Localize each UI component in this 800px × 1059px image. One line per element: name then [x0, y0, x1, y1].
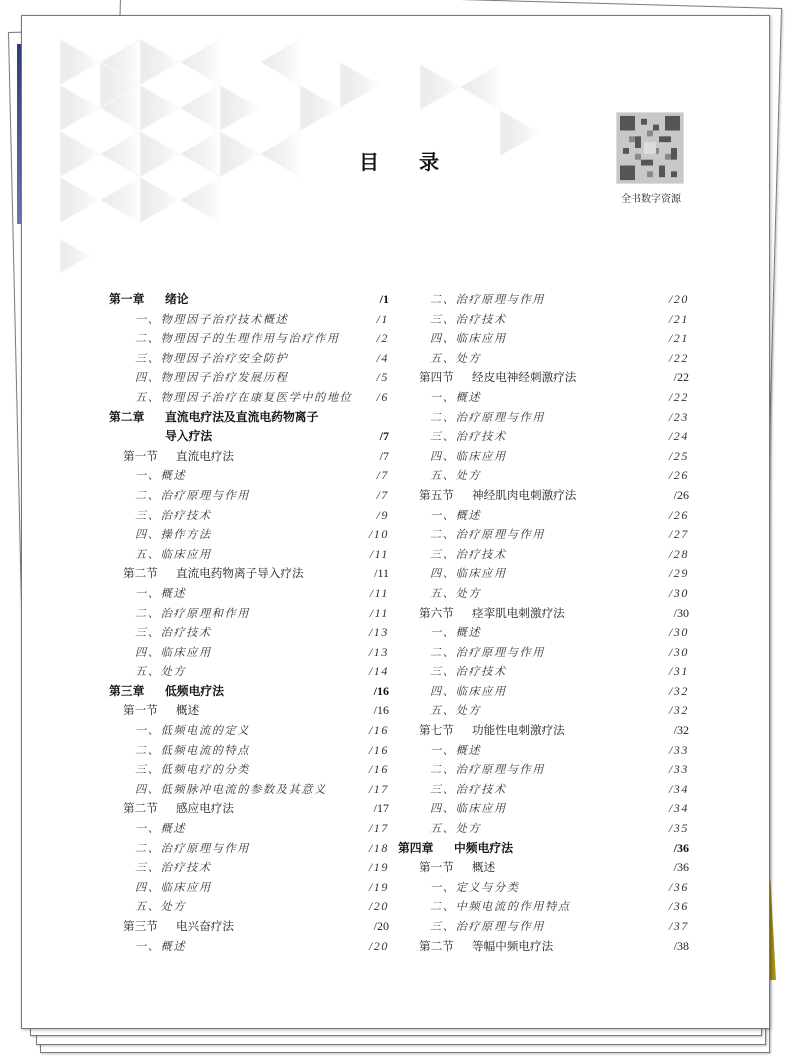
toc-entry-title: 一、概述	[135, 822, 187, 836]
toc-entry-title: 五、处方	[430, 704, 482, 718]
toc-entry-page: /10	[368, 527, 389, 542]
toc-entry-item[interactable]	[408, 545, 689, 565]
toc-entry-item[interactable]	[109, 329, 389, 349]
toc-entry-page: /7	[379, 429, 389, 444]
toc-entry-title: 二、治疗原理与作用	[135, 488, 251, 502]
toc-entry-page: /1	[379, 292, 389, 306]
toc-entry-item[interactable]	[109, 780, 389, 800]
toc-entry-item[interactable]	[408, 741, 689, 761]
toc-entry-title: 三、治疗原理与作用	[430, 920, 546, 933]
toc-entry-title: 四、临床应用	[430, 684, 507, 698]
toc-entry-item[interactable]	[109, 486, 389, 506]
toc-entry-page: /14	[368, 664, 389, 679]
toc-entry-page: /33	[668, 762, 689, 777]
toc-entry-item[interactable]	[109, 584, 389, 604]
toc-entry-title: 经皮电神经刺激疗法	[472, 370, 577, 385]
toc-entry-title: 导入疗法	[165, 429, 213, 444]
toc-entry-chapter[interactable]	[398, 839, 689, 859]
toc-entry-page: /7	[376, 487, 389, 502]
toc-entry-item[interactable]	[408, 643, 689, 663]
toc-entry-title: 五、处方	[430, 469, 482, 483]
toc-entry-page: /30	[668, 625, 689, 640]
toc-entry-page: /36	[673, 860, 689, 875]
toc-entry-title: 三、治疗技术	[135, 861, 212, 875]
toc-entry-title: 二、治疗原理与作用	[430, 410, 546, 424]
toc-entry-title: 四、临床应用	[430, 332, 507, 346]
toc-entry-page: /11	[369, 546, 389, 561]
toc-entry-section[interactable]	[109, 917, 389, 937]
toc-entry-title: 二、中频电流的作用特点	[430, 900, 571, 914]
toc-entry-title: 三、治疗技术	[135, 508, 212, 522]
toc-entry-section[interactable]	[109, 799, 389, 819]
toc-entry-item[interactable]	[408, 564, 689, 584]
toc-entry-item[interactable]	[408, 427, 689, 447]
toc-entry-title: 二、低频电流的特点	[135, 743, 251, 757]
toc-entry-title: 二、治疗原理与作用	[430, 763, 546, 777]
toc-entry-title: 直流电疗法及直流电药物离子	[165, 409, 319, 424]
toc-entry-item[interactable]	[408, 799, 689, 819]
triangle-pattern-background	[40, 24, 600, 294]
toc-entry-section[interactable]	[408, 486, 689, 506]
toc-entry-title: 一、定义与分类	[430, 880, 520, 894]
toc-column-left	[109, 290, 389, 956]
toc-entry-page: /19	[368, 879, 389, 894]
toc-entry-title: 四、临床应用	[135, 645, 212, 659]
toc-entry-page: /4	[376, 350, 389, 365]
toc-entry-title: 一、概述	[135, 939, 187, 953]
toc-entry-page: /29	[668, 566, 689, 581]
toc-entry-page: /17	[368, 821, 389, 836]
toc-entry-number: 第一节	[419, 860, 454, 875]
toc-entry-title: 三、治疗技术	[430, 665, 507, 679]
toc-entry-page: /35	[668, 821, 689, 836]
toc-entry-item[interactable]	[109, 349, 389, 369]
toc-entry-page: /16	[368, 723, 389, 738]
toc-entry-title: 三、治疗技术	[430, 312, 507, 326]
toc-entry-page: /22	[668, 389, 689, 404]
toc-entry-chapter[interactable]	[109, 408, 389, 428]
toc-entry-item[interactable]	[408, 878, 689, 898]
toc-entry-title: 感应电疗法	[176, 801, 234, 816]
toc-entry-number: 第四章	[398, 840, 434, 855]
toc-entry-item[interactable]	[408, 388, 689, 408]
qr-caption: 全书数字资源	[621, 194, 681, 205]
toc-entry-page: /21	[668, 331, 689, 346]
toc-entry-title: 四、临床应用	[430, 567, 507, 581]
toc-entry-title: 一、概述	[430, 626, 482, 640]
toc-entry-number: 第三节	[123, 919, 158, 933]
toc-entry-item[interactable]	[408, 623, 689, 643]
toc-entry-title: 五、处方	[135, 900, 187, 914]
qr-code[interactable]	[616, 112, 684, 184]
toc-entry-title: 低频电疗法	[165, 683, 224, 698]
toc-entry-title: 一、低频电流的定义	[135, 724, 251, 738]
toc-entry-item[interactable]	[408, 701, 689, 721]
toc-entry-number: 第二节	[123, 566, 158, 581]
toc-entry-page: /36	[668, 879, 689, 894]
toc-entry-number: 第六节	[419, 605, 454, 620]
toc-entry-page: /19	[368, 860, 389, 875]
toc-entry-section[interactable]	[408, 858, 689, 878]
toc-entry-title: 痉挛肌电刺激疗法	[472, 605, 565, 620]
toc-entry-item[interactable]	[408, 525, 689, 545]
toc-entry-title: 三、治疗技术	[135, 626, 212, 640]
toc-entry-item[interactable]	[109, 662, 389, 682]
toc-entry-section[interactable]	[408, 937, 689, 957]
toc-entry-page: /6	[376, 389, 389, 404]
toc-entry-title: 电兴奋疗法	[176, 919, 234, 933]
toc-entry-title: 概述	[472, 860, 496, 875]
toc-entry-page: /20	[668, 292, 689, 306]
toc-entry-item[interactable]	[109, 368, 389, 388]
toc-entry-item[interactable]	[109, 760, 389, 780]
toc-entry-section[interactable]	[408, 604, 689, 624]
toc-entry-section[interactable]	[109, 447, 389, 467]
toc-entry-page: /34	[668, 781, 689, 796]
toc-entry-page: /22	[668, 350, 689, 365]
toc-entry-title: 一、概述	[430, 508, 482, 522]
toc-entry-title: 三、物理因子治疗安全防护	[135, 351, 289, 365]
toc-entry-page: /30	[668, 644, 689, 659]
toc-entry-title: 直流电药物离子导入疗法	[176, 566, 304, 581]
toc-entry-page: /16	[373, 703, 389, 718]
toc-entry-title: 五、处方	[430, 586, 482, 600]
toc-entry-item[interactable]	[408, 290, 689, 310]
toc-entry-page: /30	[668, 585, 689, 600]
toc-entry-item[interactable]	[408, 447, 689, 467]
toc-entry-item[interactable]	[109, 741, 389, 761]
toc-entry-item[interactable]	[109, 721, 389, 741]
toc-entry-title: 一、概述	[430, 743, 482, 757]
toc-entry-page: /13	[368, 644, 389, 659]
toc-entry-page: /32	[668, 683, 689, 698]
toc-entry-item[interactable]	[109, 545, 389, 565]
toc-entry-page: /32	[673, 723, 689, 738]
toc-entry-page: /26	[668, 507, 689, 522]
toc-entry-item[interactable]	[109, 466, 389, 486]
toc-entry-page: /27	[668, 527, 689, 542]
toc-entry-item[interactable]	[408, 760, 689, 780]
toc-entry-title: 三、低频电疗的分类	[135, 763, 251, 777]
toc-entry-page: /28	[668, 546, 689, 561]
toc-entry-item[interactable]	[109, 310, 389, 330]
toc-entry-page: /17	[373, 801, 389, 816]
toc-entry-section[interactable]	[109, 701, 389, 721]
toc-entry-title: 一、概述	[430, 390, 482, 404]
toc-entry-item[interactable]	[408, 466, 689, 486]
toc-entry-page: /20	[368, 899, 389, 914]
toc-entry-item[interactable]	[408, 506, 689, 526]
toc-entry-section[interactable]	[109, 564, 389, 584]
toc-entry-title: 二、治疗原理与作用	[430, 293, 546, 306]
toc-entry-number: 第七节	[419, 723, 454, 738]
toc-entry-title: 绪论	[165, 292, 189, 306]
toc-entry-title: 功能性电刺激疗法	[472, 723, 565, 738]
toc-entry-title: 三、治疗技术	[430, 547, 507, 561]
toc-entry-title: 神经肌肉电刺激疗法	[472, 487, 577, 502]
toc-entry-item[interactable]	[109, 643, 389, 663]
toc-entry-item[interactable]	[408, 662, 689, 682]
toc-entry-page: /24	[668, 429, 689, 444]
toc-entry-chapter[interactable]	[109, 682, 389, 702]
toc-entry-title: 五、临床应用	[135, 547, 212, 561]
toc-entry-page: /33	[668, 742, 689, 757]
toc-entry-title: 一、概述	[135, 586, 187, 600]
toc-entry-title: 五、物理因子治疗在康复医学中的地位	[135, 390, 353, 404]
toc-entry-item[interactable]	[109, 897, 389, 917]
toc-entry-title: 四、临床应用	[430, 449, 507, 463]
toc-entry-item[interactable]	[109, 858, 389, 878]
toc-column-right	[398, 290, 689, 956]
toc-entry-title: 一、概述	[135, 469, 187, 483]
toc-entry-page: /23	[668, 409, 689, 424]
toc-entry-page: /30	[673, 605, 689, 620]
toc-entry-item[interactable]	[408, 349, 689, 369]
toc-entry-page: /32	[668, 703, 689, 718]
toc-entry-page: /16	[368, 762, 389, 777]
toc-entry-page: /13	[368, 625, 389, 640]
toc-entry-page: /20	[373, 919, 389, 933]
toc-entry-page: /36	[668, 899, 689, 914]
toc-entry-item[interactable]	[109, 525, 389, 545]
toc-entry-item[interactable]	[109, 878, 389, 898]
toc-entry-page: /34	[668, 801, 689, 816]
toc-entry-page: /37	[668, 919, 689, 933]
toc-entry-page: /26	[673, 487, 689, 502]
toc-entry-page: /7	[379, 448, 389, 463]
toc-entry-item[interactable]	[109, 506, 389, 526]
toc-entry-page: /2	[376, 331, 389, 346]
toc-entry-title: 四、物理因子治疗发展历程	[135, 371, 289, 385]
toc-entry-page: /7	[376, 468, 389, 483]
toc-entry-page: /20	[368, 938, 389, 953]
toc-entry-number: 第二节	[123, 801, 158, 816]
toc-entry-page: /21	[668, 311, 689, 326]
toc-page	[21, 15, 770, 1029]
toc-entry-page: /17	[368, 781, 389, 796]
toc-entry-item[interactable]	[408, 408, 689, 428]
toc-entry-item[interactable]	[408, 584, 689, 604]
toc-entry-page: /38	[673, 938, 689, 953]
toc-entry-title: 二、治疗原理与作用	[430, 528, 546, 542]
toc-entry-title: 四、操作方法	[135, 528, 212, 542]
toc-entry-page: /11	[369, 605, 389, 620]
toc-entry-page: /26	[668, 468, 689, 483]
toc-entry-number: 第五节	[419, 487, 454, 502]
toc-entry-title: 中频电疗法	[454, 840, 513, 855]
toc-entry-page: /9	[376, 507, 389, 522]
toc-entry-item[interactable]	[408, 329, 689, 349]
toc-entry-title: 二、治疗原理与作用	[135, 841, 251, 855]
toc-entry-page: /18	[368, 840, 389, 855]
toc-entry-section[interactable]	[408, 721, 689, 741]
toc-entry-title: 一、物理因子治疗技术概述	[135, 312, 289, 326]
toc-entry-title: 四、低频脉冲电流的参数及其意义	[135, 782, 327, 796]
toc-entry-title: 二、物理因子的生理作用与治疗作用	[135, 332, 340, 346]
toc-entry-number: 第一节	[123, 448, 158, 463]
toc-entry-title: 三、治疗技术	[430, 430, 507, 444]
toc-entry-number: 第一节	[123, 703, 158, 718]
toc-entry-page: /36	[673, 840, 689, 855]
toc-entry-title: 直流电疗法	[176, 448, 234, 463]
toc-entry-cont[interactable]	[109, 427, 389, 447]
toc-entry-item[interactable]	[109, 604, 389, 624]
toc-entry-page: /22	[673, 370, 689, 385]
toc-entry-item[interactable]	[408, 819, 689, 839]
toc-entry-item[interactable]	[408, 780, 689, 800]
toc-entry-title: 二、治疗原理和作用	[135, 606, 251, 620]
toc-entry-page: /1	[376, 311, 389, 326]
toc-entry-number: 第三章	[109, 683, 145, 698]
toc-entry-item[interactable]	[408, 897, 689, 917]
toc-entry-number: 第四节	[419, 370, 454, 385]
toc-entry-number: 第二节	[419, 938, 454, 953]
toc-entry-item[interactable]	[109, 819, 389, 839]
toc-entry-item[interactable]	[109, 839, 389, 859]
toc-entry-page: /11	[374, 566, 389, 581]
toc-entry-section[interactable]	[408, 368, 689, 388]
toc-entry-page: /5	[376, 370, 389, 385]
toc-entry-page: /31	[668, 664, 689, 679]
toc-entry-title: 概述	[176, 703, 200, 718]
toc-entry-title: 五、处方	[135, 665, 187, 679]
page-title: 目录	[359, 150, 479, 174]
toc-entry-item[interactable]	[408, 682, 689, 702]
toc-entry-item[interactable]	[408, 310, 689, 330]
toc-entry-number: 第一章	[109, 292, 145, 306]
toc-entry-title: 四、临床应用	[430, 802, 507, 816]
toc-entry-title: 二、治疗原理与作用	[430, 645, 546, 659]
toc-entry-title: 五、处方	[430, 351, 482, 365]
toc-entry-item[interactable]	[408, 917, 689, 937]
toc-entry-title: 等幅中频电疗法	[472, 938, 554, 953]
toc-entry-title: 三、治疗技术	[430, 782, 507, 796]
toc-entry-page: /11	[369, 585, 389, 600]
toc-entry-page: /25	[668, 448, 689, 463]
toc-entry-title: 四、临床应用	[135, 880, 212, 894]
toc-entry-number: 第二章	[109, 409, 145, 424]
toc-entry-title: 五、处方	[430, 822, 482, 836]
toc-entry-page: /16	[373, 683, 389, 698]
toc-entry-page: /16	[368, 742, 389, 757]
toc-entry-item[interactable]	[109, 623, 389, 643]
toc-entry-item[interactable]	[109, 937, 389, 957]
toc-entry-chapter[interactable]	[109, 290, 389, 310]
toc-entry-item[interactable]	[109, 388, 389, 408]
